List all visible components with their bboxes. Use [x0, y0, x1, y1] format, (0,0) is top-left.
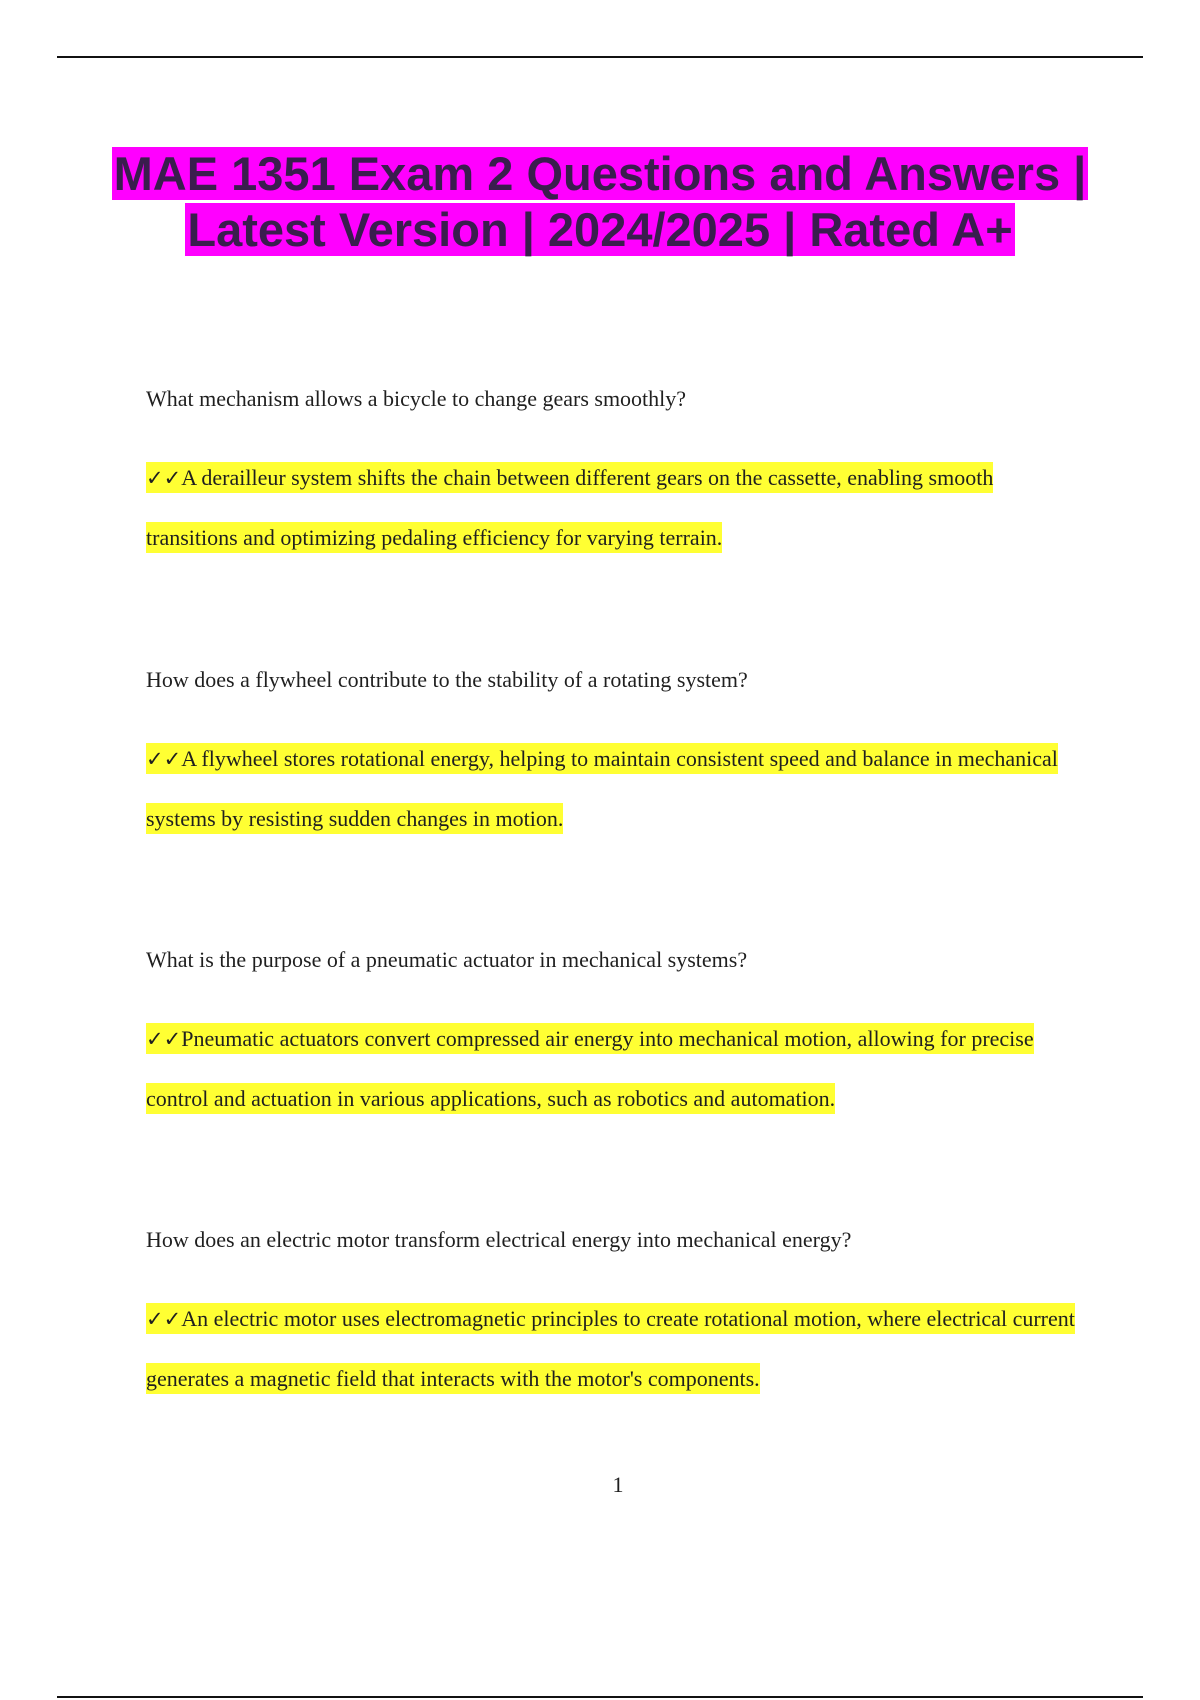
answer-highlight [146, 1023, 1034, 1114]
page-number: 1 [612, 1472, 624, 1497]
qa-item [146, 1227, 1086, 1409]
answer-highlight [146, 462, 993, 553]
double-check-icon: ✓✓ [146, 1307, 182, 1331]
question-text: How does an electric motor transform electrical energy into mechanical energy? [146, 1227, 852, 1252]
answer-highlight [146, 743, 1058, 834]
answer-text: A flywheel stores rotational energy, helping to maintain consistent speed and balance in mechanical systems by resisting sudden changes in motion. [146, 746, 1058, 831]
qa-item [146, 947, 1086, 1129]
document-title-text: MAE 1351 Exam 2 Questions and Answers | Latest Version | 2024/2025 | Rated A+ [113, 147, 1087, 256]
double-check-icon: ✓✓ [146, 466, 182, 490]
question-text: What mechanism allows a bicycle to change gears smoothly? [146, 386, 687, 411]
answer-highlight [146, 1303, 1075, 1394]
bottom-divider [57, 1696, 1143, 1698]
answer-block [146, 1289, 1086, 1409]
double-check-icon: ✓✓ [146, 1027, 182, 1051]
document-title [90, 146, 1110, 258]
qa-item [146, 667, 1086, 849]
qa-item [146, 386, 1086, 568]
question-text: What is the purpose of a pneumatic actuator in mechanical systems? [146, 947, 748, 972]
answer-block [146, 448, 1086, 568]
answer-text: A derailleur system shifts the chain between different gears on the cassette, enabling smooth transitions and optimizing pedaling efficiency for varying terrain. [146, 465, 994, 550]
answer-text: An electric motor uses electromagnetic principles to create rotational motion, where electrical current generates a magnetic field that interacts with the motor's components. [146, 1306, 1075, 1391]
top-divider [57, 56, 1143, 58]
answer-block [146, 729, 1086, 849]
double-check-icon: ✓✓ [146, 747, 182, 771]
answer-block [146, 1009, 1086, 1129]
answer-text: Pneumatic actuators convert compressed air energy into mechanical motion, allowing for precise control and actuation in various applications, such as robotics and automation. [146, 1026, 1034, 1111]
question-text: How does a flywheel contribute to the stability of a rotating system? [146, 667, 748, 692]
